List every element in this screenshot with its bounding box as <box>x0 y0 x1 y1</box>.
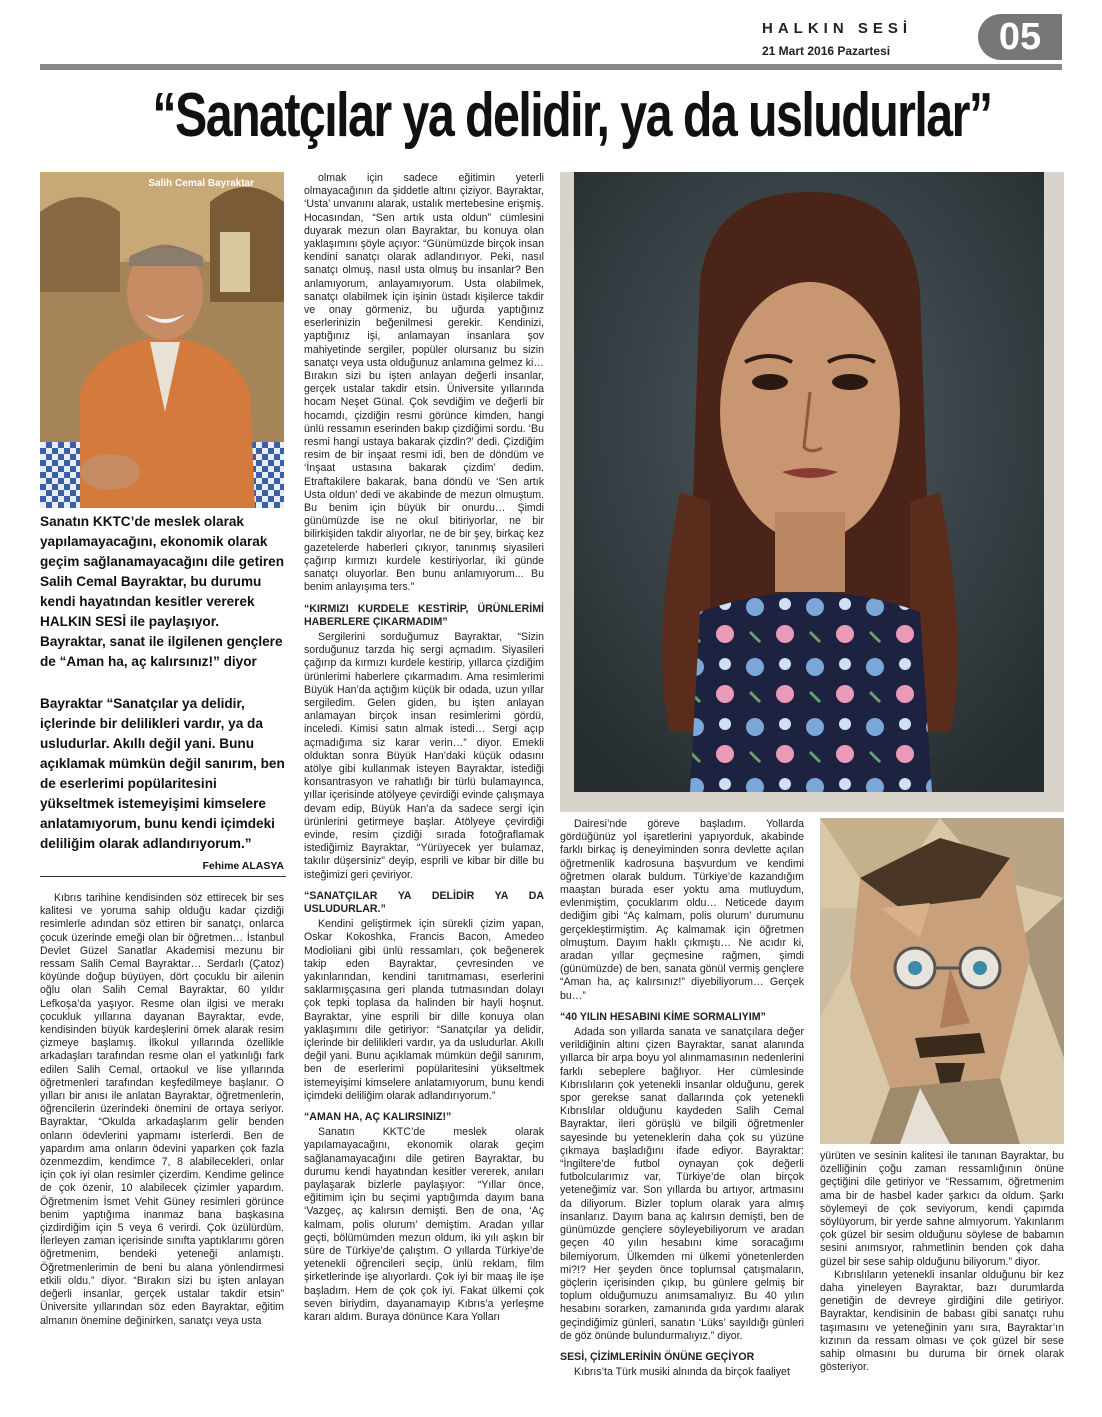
article-column-1 <box>40 892 284 1404</box>
issue-date: 21 Mart 2016 Pazartesi <box>762 44 891 58</box>
newspaper-name: HALKIN SESİ <box>762 20 913 37</box>
article-column-3 <box>560 818 804 1408</box>
subheading: “40 YILIN HESABINI KİME SORMALIYIM” <box>560 1010 766 1023</box>
subheading: SESİ, ÇİZİMLERİNİN ÖNÜNE GEÇİYOR <box>560 1350 755 1363</box>
article-column-4 <box>820 1150 1064 1408</box>
subheading: “KIRMIZI KURDELE KESTİRİP, ÜRÜNLERİMİ HABERLERE ÇIKARMADIM” <box>304 602 544 628</box>
article-lead <box>40 512 286 876</box>
byline-divider <box>40 876 286 877</box>
lead-paragraph: Sanatın KKTC’de meslek olarak yapılamayacağını, ekonomik olarak geçim sağlanamayacağını dile getiren Salih Cemal Bayraktar, bu durumu kendi hayatından kesitler vererek HALKIN SESİ ile paylaşıyor. Bayraktar, sanat ile ilgilenen gençlere de “Aman ha, aç kalırsınız!” diyor <box>40 514 285 669</box>
body-paragraph: olmak için sadece eğitimin yeterli olmayacağının da şiddetle altını çiziyor. Bayraktar, ‘Usta’ unvanını alarak, ustalık mertebesine erişmiş. Hocasından, “Sen artık usta oldun” cümlesini duyarak mezun olan Bayraktar, bu konuya olan yaklaşımını şöyle açıyor: “Günümüzde birçok insan kendini sanatçı olarak adlandırıyor. Peki, nasıl sanatçı olmuş, nasıl usta olmuş bu insanlar? Ben anlamıyorum, anlayamıyorum. Usta olabilmek, sanatçı olabilmek için işinin üstadı kişilerce takdir ve onay görmeniz, bu uğurda yaptığınız eserlerinizin beğenilmesi gerekir. Kendinizi, yaptığınız işi, anlamayan insanlara şov mahiyetinde sergiler, popüler olursanız bu sizin sanatçı veya usta olduğunuz anlamına gelmez ki… Bırakın sizi bu işten anlayan değerli insanlar, gerçek ustalar takdir etsin. Üniversite yıllarında hocam Neşet Günal. Çok sevdiğim ve değerli bir hocamdı, çizdiğin resmi görünce kimden, hangi ünlü ressamın eserinden bakıp çizdiğimi sordu. ‘Bu resmi hangi ustaya bakarak çizdin?’ dedi. Çizdiğim resim de bir inşaat resmi idi, ben de döndüm ve ‘İnşaat ustasına bakarak çizdim’ dedim. Etraftakilere bakarak, bana döndü ve ‘Sen artık Usta oldun’ dedi ve akabinde de mezun olmuştum. Bu benim için büyük bir onurdu… Şimdi günümüzde ise ne okul bitiriyorlar, ne bir bilirkişiden takdir alıyorlar, ne de bir şey, birkaç kez gazetelerde haberleri çıkıyor, tanınmış siyasileri çağırıp kırmızı kurdele kestiriyorlar, iki günde sanatçı oluyorlar. Ben bunu anlamıyorum... Bu benim anlayışıma ters.” <box>304 172 544 594</box>
cubist-painting <box>820 818 1064 1144</box>
subheading: “AMAN HA, AÇ KALIRSINIZ!” <box>304 1111 452 1124</box>
byline: Fehime ALASYA <box>202 860 284 872</box>
body-paragraph: Kıbrıslıların yetenekli insanlar olduğunu bir kez daha yineleyen Bayraktar, bazı durumlarda genetiğin de devreye girdiğini dile getiriyor. Bayraktar, kendisinin de babası gibi sanatçı ruhu taşımasını ve yeteneğinin yanı sıra, Bayraktar’ın kızının da ressam olması ve çok güzel bir sese sahip olmasını bu duruma bir örnek olarak gösteriyor. <box>820 1268 1064 1374</box>
subheading: “SANATÇILAR YA DELİDİR YA DA USLUDURLAR.” <box>304 889 544 915</box>
header-rule <box>40 64 1062 70</box>
body-paragraph: Adada son yıllarda sanata ve sanatçılara değer verildiğinin altını çizen Bayraktar, sanat alanında yıllarca bir arpa boyu yol alınmamasının nedenlerini farklı sebeplere bağlıyor. Her cümlesinde Kıbrıslıların çok yetenekli insanlar olduğunu, gerek spor gerekse sanat dallarında çok yetenekli Kıbrıslılar olduğunu kaydeden Salih Cemal Bayraktar, ileri görüşlü ve bilgili öğretmenler sayesinde bu yeteneklerin daha çok su yüzüne çıkmaya başladığını ifade ediyor. Bayraktar: “İngiltere’de futbol oynayan çok değerli futbolcularımız var, Türkiye’de olan birçok yeteneğimiz var. Son yıllarda bu artıyor, artmasını da diliyorum. Bizler toplum olarak yara almış insanlarız. Dayım bana aç kalırsın demişti, ben de günümüzde gençlere söyleyebiliyorum ve aradan geçen 40 yılın hesabını kime soracağımı bilemiyorum. Ülkemden mi ülkemi yönetenlerden mi?!? Her şeyden önce toplumsal çatışmaların, göçlerin içerisinden çıkıp, bu günlere gelmiş bir toplum olduğumuzu anımsamalıyız. Bu 40 yılın hesabını sorarken, zamanında gıda yardımı alarak geçindiğimiz günleri, sanatın ‘Lüks’ sayıldığı günleri de göz önünde bulundurmalıyız.” diyor. <box>560 1026 804 1342</box>
lead-quote: Bayraktar “Sanatçılar ya delidir, içlerinde bir delilikleri vardır, ya da usludurlar. Akıllı değil yani. Bunu açıklamak mümkün değil sanırım, ben de eserlerimi popülaritesini yükseltmek istemeyişimi kimselere anlatamıyorum, bunu kendi içimdeki deliliğim olarak adlandırıyorum.” <box>40 696 285 851</box>
body-paragraph: yürüten ve sesinin kalitesi ile tanınan Bayraktar, bu özelliğinin çoğu zaman ressamlığının önüne geçtiğini dile getiriyor ve “Ressamım, öğretmenim ama bir de hasbel kader şarkıcı da oldum. Şarkı söylemeyi de çok seviyorum, kendi çapımda söylüyorum, bir yerde sahne almıyorum. Yakınlarım çok güzel bir sesim olduğunu söylese de babamın sesini anımsıyor, rahmetlinin benden çok daha güzel bir sese sahip olduğunu biliyorum.” diyor. <box>820 1150 1064 1268</box>
body-paragraph: Sanatın KKTC’de meslek olarak yapılamayacağını, ekonomik olarak geçim sağlanamayacağını dile getiren Bayraktar, bu durumu kendi hayatından kesitler vererek, anıları paylaşarak bizlerle paylaşıyor: “Yıllar önce, eğitimim için bu seçimi yaptığımda dayım bana ‘Vazgeç, aç kalırsın demişti. Ben de ona, ‘Aç kalmam, polis olurum’ demiştim. Aradan yıllar geçti, bölümümden mezun oldum, iki yılı aşkın bir süre de Türkiye’de çalıştım. O yıllarda Türkiye’de yetenekli öğrencileri seçip, ünlü reklam, film şirketlerinde işe alıyorlardı. Çok iyi bir maaş ile işe başladım. Hem de çok çok iyi. Fakat ülkemi çok seven biriydim, dayanamayıp Kıbrıs’a yerleşme kararı aldım. Buraya dönünce Kara Yolları <box>304 1126 544 1324</box>
body-paragraph: Kendini geliştirmek için sürekli çizim yapan, Oskar Kokoshka, Francis Bacon, Amedeo Modioliani gibi ünlü ressamları, çok beğenerek takip eden Bayraktar, çevresinden ve yakınlarından, kendini tanıtmaması, eserlerini saklarmışçasına geri planda tutmasından dolayı çok tepki toplasa da halinden bir hayli hoşnut. Bayraktar, yine esprili bir dille konuya olan yaklaşımını dile getiriyor: “Sanatçılar ya delidir, içlerinde bir delilikleri vardır, ya da usludurlar. Akıllı değil yani. Bunu açıklamak mümkün değil sanırım, ben de eserlerimi popülaritesini yükseltmek istemeyişimi kimselere anlatamıyorum, bunu kendi içimdeki deliliğim olarak adlandırıyorum.” <box>304 918 544 1102</box>
headline: “Sanatçılar ya delidir, ya da usludurlar” <box>152 81 992 150</box>
masthead <box>762 14 1062 70</box>
body-paragraph: Dairesi’nde göreve başladım. Yollarda gördüğünüz yol işaretlerini yapıyorduk, akabinde farklı birkaç iş deneyiminden sonra devlette açılan öğretmenlik kadrosuna başvurdum ve kendimi öğretmen olarak buldum. Türkiye’de kazandığım maaştan burada eser yoktu ama mutluydum, evlenmiştim, çocuklarım oldu… Neticede dayım dediğim gibi “Aç kalmam, polis olurum’ durumunu gerçekleştirmiştim. Aç kalmamak için öğretmen olmuştum. Dayım haklı çıkmıştı… Ne acıdır ki, aradan yıllar geçmesine rağmen, şimdi (günümüzde) de ben, sanata gönül vermiş gençlere “Aman ha, aç kalırsınız!” diyebiliyorum… Gerçek bu…” <box>560 818 804 1002</box>
article-column-2 <box>304 172 544 1407</box>
body-paragraph: Sergilerini sorduğumuz Bayraktar, “Sizin sorduğunuz tarzda hiç sergi açmadım. Siyasileri çağırıp da kırmızı kurdele kestirip, yıllarca çizdiğim ürünlerimi haberlere çıkarmadım. Ama resimlerimi Büyük Han’da açtığım küçük bir odada, uzun yıllar sergiledim. Gelen giden, bu işten anlayan anlamayan birçok insan resimlerimi gördü, inceledi. Kimisi satın almak istedi… Sergi açıp açmadığıma siz karar verin…” diyor. Emekli olduktan sonra Büyük Han’daki küçük odasını atölye gibi kullanmak isteyen Bayraktar, istediği konsantrasyon ve rahatlığı bir türlü bulamayınca, yıllar içerisinde atölyeye çevirdiği evinde çalışmaya devam edip, Büyük Han’a da sadece sergi için ürünlerini getirmeye başlar. Atölyeye çevirdiği evinde, resim çizdiği sırada fotoğraflamak istediğimiz Bayraktar, “Yürüyecek yer bulamaz, takılır düşersiniz” deyip, esprili ve kibar bir dille bu isteğimizi geri çeviriyor. <box>304 630 544 881</box>
page-number: 05 <box>978 14 1062 60</box>
body-paragraph: Kıbrıs’ta Türk musiki alnında da birçok faaliyet <box>574 1366 790 1379</box>
photo-caption: Salih Cemal Bayraktar <box>148 178 254 189</box>
portrait-painting <box>560 172 1064 812</box>
artist-photo <box>40 172 284 508</box>
body-paragraph: Kıbrıs tarihine kendisinden söz ettirecek bir ses kalitesi ve yoruma sahip olduğu kadar çizdiği resimlerle adından söz ettiren bir sanatçı, onlarca çocuk üzerinde emeği olan bir öğretmen… İstanbul Devlet Güzel Sanatlar Akademisi mezunu bir ressam Salih Cemal Bayraktar… Serdarlı (Çatoz) köyünde doğup büyüyen, dört çocuklu bir ailenin oğlu olan Salih Cemal Bayraktar, 60 yıldır Lefkoşa’da yaşıyor. Resme olan ilgisi ve merakı çocukluk yıllarına dayanan Bayraktar, evde, kendisinden büyük kardeşlerini örnek alarak resim çizmeye başlamış. İlkokul yıllarında özellikle arkadaşları tarafından resme olan el yatkınlığı fark edilen Salih Cemal, ortaokul ve lise yıllarında öğretmenleri tarafından keşfedilmeye başlanır. O yılları bir anısı ile anlatan Bayraktar, öğretmenlerin, öğrencilerin üzerindeki önemini de ortaya seriyor. Bayraktar, “Okulda arkadaşlarım gelir benden onların ödevlerini yapmamı isterlerdi. Ben de yapardım ama onların ödevini yaparken çok fazla özenmezdim, kendimce 7, 8 alabilecekleri, onlar için çok iyi olan resimler çizerdim. Kendime gelince de çok özenir, 10 alabilecek çizimler yapardım. Öğretmenim İsmet Vehit Güney resimleri görünce benim yaptığıma inanmaz bana başkasına çizdirdiğim için 5 veya 6 verirdi. Çok üzülürdüm. İlerleyen zaman içerisinde sınıfta yaptıklarımı gören öğretmenim, bendeki yeteneği anlamıştı. Öğretmenlerimin de beni bu alana yönlendirmesi etkili oldu.” diyor. “Bırakın sizi bu işten anlayan değerli insanlar, gerçek ustalar takdir etsin” Üniversite yıllarından söz eden Bayraktar, eğitim almanın önemine değinirken, sanatçı veya usta <box>40 892 284 1327</box>
